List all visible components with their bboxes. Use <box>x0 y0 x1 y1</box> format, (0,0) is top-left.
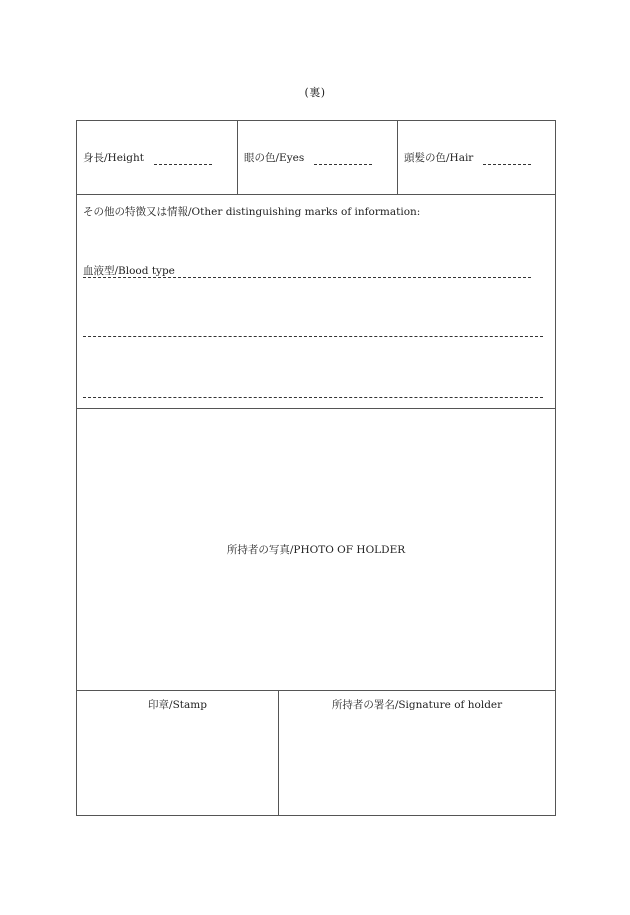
eyes-label: 眼の色/Eyes <box>244 152 305 164</box>
hair-cell <box>398 121 555 194</box>
other-marks-label: その他の特徴又は情報/Other distinguishing marks of information: <box>83 206 421 218</box>
photo-area <box>77 408 555 691</box>
signature-row <box>77 690 555 815</box>
holder-signature-label: 所持者の署名/Signature of holder <box>331 699 503 711</box>
other-marks-line-2[interactable] <box>83 397 543 398</box>
stamp-cell <box>77 690 279 815</box>
blood-type-label: 血液型/Blood type <box>83 265 175 277</box>
other-marks-line-1[interactable] <box>83 336 543 337</box>
holder-info-form <box>76 120 556 816</box>
eyes-blank-field[interactable] <box>314 152 372 165</box>
photo-label: 所持者の写真/PHOTO OF HOLDER <box>226 543 406 556</box>
blood-type-field[interactable] <box>83 263 531 278</box>
page-title: (裏) <box>304 86 326 99</box>
eyes-cell <box>238 121 398 194</box>
height-cell <box>77 121 238 194</box>
height-blank-field[interactable] <box>154 152 212 165</box>
holder-signature-cell <box>279 690 555 815</box>
stamp-label: 印章/Stamp <box>148 699 207 711</box>
hair-label: 頭髪の色/Hair <box>404 152 474 164</box>
hair-blank-field[interactable] <box>483 152 531 165</box>
height-label: 身長/Height <box>83 152 144 164</box>
measurements-row <box>77 121 555 195</box>
other-marks-row <box>77 194 555 409</box>
